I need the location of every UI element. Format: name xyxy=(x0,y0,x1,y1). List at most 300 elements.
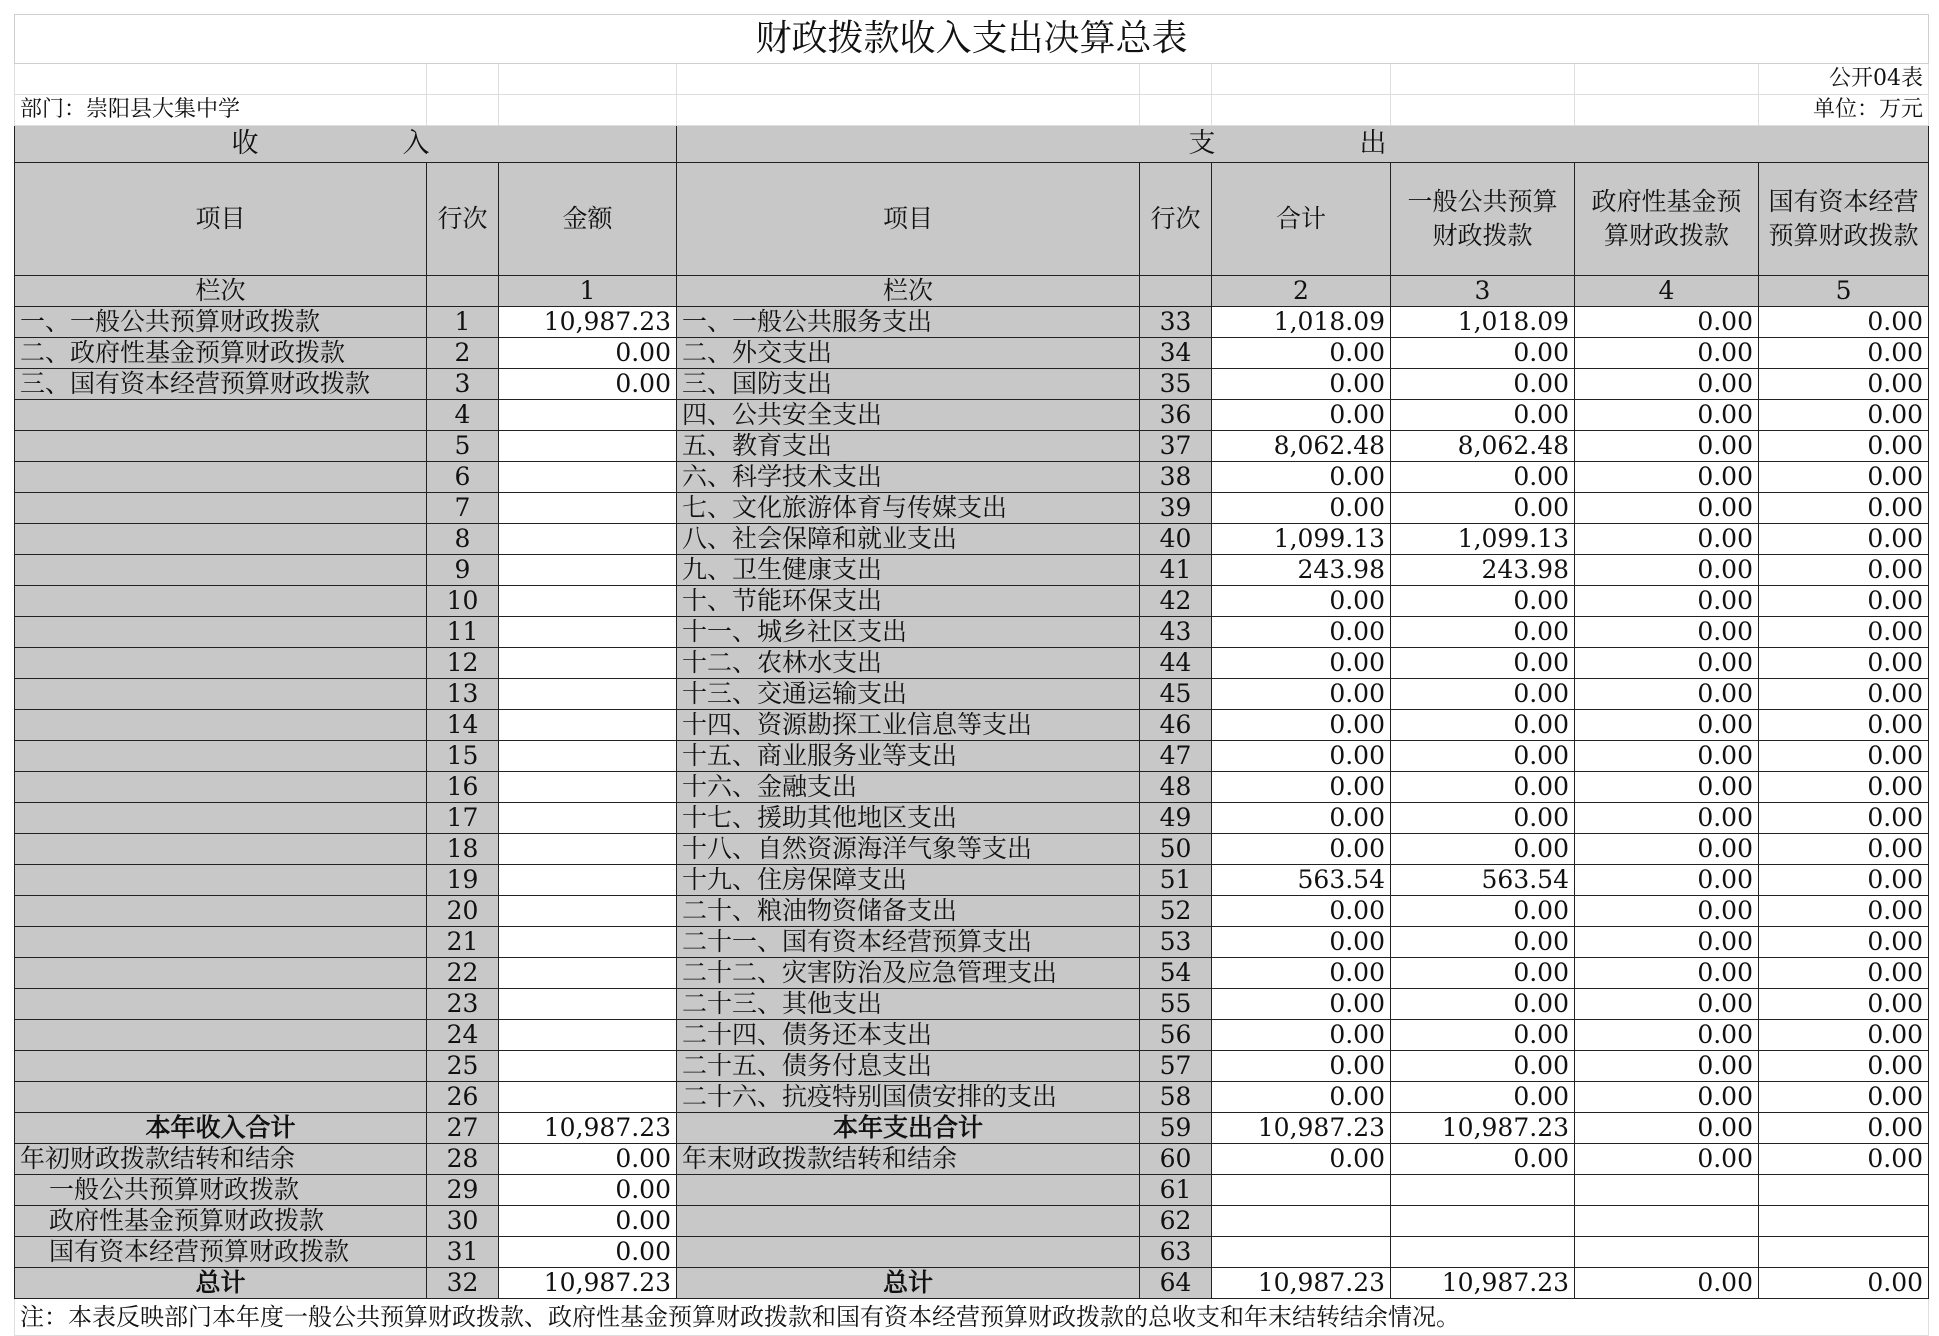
line-number: 34 xyxy=(1140,338,1212,369)
expense-item: 二十三、其他支出 xyxy=(677,989,1140,1020)
department-label: 部门：崇阳县大集中学 xyxy=(15,95,427,126)
column-index: 3 xyxy=(1391,276,1575,307)
col-state-capital: 国有资本经营预算财政拨款 xyxy=(1759,163,1929,276)
expense-item: 五、教育支出 xyxy=(677,431,1140,462)
col-gov-fund: 政府性基金预算财政拨款 xyxy=(1575,163,1759,276)
line-number: 46 xyxy=(1140,710,1212,741)
expense-total: 0.00 xyxy=(1212,369,1391,400)
begin-sub-capital-label: 国有资本经营预算财政拨款 xyxy=(15,1237,427,1268)
expense-item: 九、卫生健康支出 xyxy=(677,555,1140,586)
income-amount xyxy=(499,493,677,524)
expense-gov-fund: 0.00 xyxy=(1575,307,1759,338)
line-number: 62 xyxy=(1140,1206,1212,1237)
column-index-label: 栏次 xyxy=(15,276,427,307)
col-total: 合计 xyxy=(1212,163,1391,276)
expense-general-budget: 0.00 xyxy=(1391,617,1575,648)
income-item xyxy=(15,772,427,803)
expense-general-budget: 0.00 xyxy=(1391,679,1575,710)
income-amount xyxy=(499,1020,677,1051)
expense-state-capital: 0.00 xyxy=(1759,400,1929,431)
line-number: 8 xyxy=(427,524,499,555)
col-expense-item: 项目 xyxy=(677,163,1140,276)
line-number: 42 xyxy=(1140,586,1212,617)
year-expense-total: 10,987.23 xyxy=(1212,1113,1391,1144)
expense-state-capital: 0.00 xyxy=(1759,741,1929,772)
expense-gov-fund: 0.00 xyxy=(1575,462,1759,493)
expense-general-budget: 0.00 xyxy=(1391,958,1575,989)
expense-state-capital: 0.00 xyxy=(1759,1082,1929,1113)
line-number: 16 xyxy=(427,772,499,803)
expense-item: 六、科学技术支出 xyxy=(677,462,1140,493)
page-title: 财政拨款收入支出决算总表 xyxy=(15,15,1929,64)
line-number: 53 xyxy=(1140,927,1212,958)
expense-total: 1,018.09 xyxy=(1212,307,1391,338)
expense-total: 0.00 xyxy=(1212,958,1391,989)
income-amount xyxy=(499,710,677,741)
table-row xyxy=(15,834,1929,865)
line-number: 36 xyxy=(1140,400,1212,431)
line-number: 32 xyxy=(427,1268,499,1299)
expense-general-budget: 0.00 xyxy=(1391,896,1575,927)
year-income-amount: 10,987.23 xyxy=(499,1113,677,1144)
income-amount xyxy=(499,989,677,1020)
end-balance-total: 0.00 xyxy=(1212,1144,1391,1175)
line-number: 44 xyxy=(1140,648,1212,679)
expense-item: 十五、商业服务业等支出 xyxy=(677,741,1140,772)
expense-general-budget: 1,018.09 xyxy=(1391,307,1575,338)
begin-sub-govfund-amount: 0.00 xyxy=(499,1206,677,1237)
line-number: 49 xyxy=(1140,803,1212,834)
expense-general-budget: 0.00 xyxy=(1391,400,1575,431)
expense-general-budget: 0.00 xyxy=(1391,772,1575,803)
line-number: 54 xyxy=(1140,958,1212,989)
income-item: 二、政府性基金预算财政拨款 xyxy=(15,338,427,369)
expense-total: 0.00 xyxy=(1212,493,1391,524)
income-amount xyxy=(499,555,677,586)
table-row xyxy=(15,927,1929,958)
summary-table xyxy=(14,14,1929,1336)
expense-item: 十八、自然资源海洋气象等支出 xyxy=(677,834,1140,865)
expense-total: 0.00 xyxy=(1212,927,1391,958)
expense-gov-fund: 0.00 xyxy=(1575,338,1759,369)
expense-state-capital: 0.00 xyxy=(1759,524,1929,555)
table-row xyxy=(15,865,1929,896)
col-income-amount: 金额 xyxy=(499,163,677,276)
table-row xyxy=(15,307,1929,338)
line-number: 9 xyxy=(427,555,499,586)
line-number: 28 xyxy=(427,1144,499,1175)
line-number: 63 xyxy=(1140,1237,1212,1268)
expense-gov-fund: 0.00 xyxy=(1575,648,1759,679)
expense-item: 十九、住房保障支出 xyxy=(677,865,1140,896)
expense-gov-fund: 0.00 xyxy=(1575,400,1759,431)
income-item xyxy=(15,1051,427,1082)
expense-total: 0.00 xyxy=(1212,1051,1391,1082)
expense-general-budget: 1,099.13 xyxy=(1391,524,1575,555)
expense-state-capital: 0.00 xyxy=(1759,431,1929,462)
line-number: 6 xyxy=(427,462,499,493)
begin-balance-label: 年初财政拨款结转和结余 xyxy=(15,1144,427,1175)
income-amount: 0.00 xyxy=(499,338,677,369)
income-item xyxy=(15,524,427,555)
expense-state-capital: 0.00 xyxy=(1759,586,1929,617)
income-amount xyxy=(499,741,677,772)
income-item xyxy=(15,865,427,896)
begin-sub-govfund-label: 政府性基金预算财政拨款 xyxy=(15,1206,427,1237)
income-item xyxy=(15,741,427,772)
expense-state-capital: 0.00 xyxy=(1759,369,1929,400)
line-number: 33 xyxy=(1140,307,1212,338)
footnote: 注：本表反映部门本年度一般公共预算财政拨款、政府性基金预算财政拨款和国有资本经营预算财政拨款的总收支和年末结转结余情况。 xyxy=(15,1299,1929,1336)
income-amount xyxy=(499,679,677,710)
expense-total: 0.00 xyxy=(1212,400,1391,431)
expense-general-budget: 0.00 xyxy=(1391,1020,1575,1051)
expense-state-capital: 0.00 xyxy=(1759,493,1929,524)
line-number: 38 xyxy=(1140,462,1212,493)
expense-item: 二十二、灾害防治及应急管理支出 xyxy=(677,958,1140,989)
fiscal-appropriation-summary-sheet xyxy=(14,14,1928,1336)
detail-rows xyxy=(15,307,1929,1113)
line-number: 57 xyxy=(1140,1051,1212,1082)
table-row xyxy=(15,679,1929,710)
income-item xyxy=(15,834,427,865)
expense-state-capital: 0.00 xyxy=(1759,648,1929,679)
year-income-label: 本年收入合计 xyxy=(15,1113,427,1144)
expense-item: 十二、农林水支出 xyxy=(677,648,1140,679)
table-row xyxy=(15,648,1929,679)
table-row xyxy=(15,710,1929,741)
line-number: 50 xyxy=(1140,834,1212,865)
table-row xyxy=(15,1051,1929,1082)
expense-general-budget: 0.00 xyxy=(1391,989,1575,1020)
expense-gov-fund: 0.00 xyxy=(1575,555,1759,586)
line-number: 21 xyxy=(427,927,499,958)
expense-state-capital: 0.00 xyxy=(1759,679,1929,710)
income-section-header: 收 入 xyxy=(15,126,677,163)
table-row xyxy=(15,1020,1929,1051)
line-number: 18 xyxy=(427,834,499,865)
grand-total-expense-total: 10,987.23 xyxy=(1212,1268,1391,1299)
table-row xyxy=(15,462,1929,493)
income-item xyxy=(15,493,427,524)
expense-gov-fund: 0.00 xyxy=(1575,1020,1759,1051)
income-amount xyxy=(499,524,677,555)
col-income-line: 行次 xyxy=(427,163,499,276)
line-number: 37 xyxy=(1140,431,1212,462)
line-number: 20 xyxy=(427,896,499,927)
expense-gov-fund: 0.00 xyxy=(1575,586,1759,617)
column-index: 1 xyxy=(499,276,677,307)
expense-general-budget: 0.00 xyxy=(1391,834,1575,865)
grand-total-income-amount: 10,987.23 xyxy=(499,1268,677,1299)
table-row xyxy=(15,431,1929,462)
line-number: 19 xyxy=(427,865,499,896)
income-item xyxy=(15,1082,427,1113)
income-amount: 10,987.23 xyxy=(499,307,677,338)
income-amount xyxy=(499,648,677,679)
expense-gov-fund: 0.00 xyxy=(1575,1051,1759,1082)
table-row xyxy=(15,741,1929,772)
income-item xyxy=(15,958,427,989)
begin-sub-capital-amount: 0.00 xyxy=(499,1237,677,1268)
table-row xyxy=(15,400,1929,431)
income-item xyxy=(15,989,427,1020)
expense-general-budget: 0.00 xyxy=(1391,462,1575,493)
table-row xyxy=(15,772,1929,803)
grand-total-expense-capital: 0.00 xyxy=(1759,1268,1929,1299)
end-balance-capital: 0.00 xyxy=(1759,1144,1929,1175)
line-number: 13 xyxy=(427,679,499,710)
expense-total: 0.00 xyxy=(1212,679,1391,710)
line-number: 39 xyxy=(1140,493,1212,524)
table-row xyxy=(15,617,1929,648)
expense-state-capital: 0.00 xyxy=(1759,803,1929,834)
expense-general-budget: 8,062.48 xyxy=(1391,431,1575,462)
expense-gov-fund: 0.00 xyxy=(1575,958,1759,989)
expense-total: 0.00 xyxy=(1212,772,1391,803)
expense-total: 243.98 xyxy=(1212,555,1391,586)
income-amount xyxy=(499,462,677,493)
income-amount xyxy=(499,586,677,617)
expense-section-header: 支 出 xyxy=(677,126,1929,163)
line-number: 55 xyxy=(1140,989,1212,1020)
col-expense-line: 行次 xyxy=(1140,163,1212,276)
line-number: 56 xyxy=(1140,1020,1212,1051)
expense-state-capital: 0.00 xyxy=(1759,958,1929,989)
income-amount xyxy=(499,958,677,989)
line-number: 47 xyxy=(1140,741,1212,772)
table-row xyxy=(15,555,1929,586)
income-item xyxy=(15,586,427,617)
line-number: 61 xyxy=(1140,1175,1212,1206)
expense-gov-fund: 0.00 xyxy=(1575,989,1759,1020)
table-row xyxy=(15,338,1929,369)
expense-general-budget: 0.00 xyxy=(1391,803,1575,834)
expense-gov-fund: 0.00 xyxy=(1575,865,1759,896)
table-row xyxy=(15,803,1929,834)
expense-gov-fund: 0.00 xyxy=(1575,1082,1759,1113)
income-item xyxy=(15,896,427,927)
expense-total: 563.54 xyxy=(1212,865,1391,896)
line-number: 2 xyxy=(427,338,499,369)
expense-item: 二十四、债务还本支出 xyxy=(677,1020,1140,1051)
year-expense-capital: 0.00 xyxy=(1759,1113,1929,1144)
year-expense-label: 本年支出合计 xyxy=(677,1113,1140,1144)
expense-general-budget: 243.98 xyxy=(1391,555,1575,586)
line-number: 22 xyxy=(427,958,499,989)
income-item xyxy=(15,617,427,648)
expense-state-capital: 0.00 xyxy=(1759,989,1929,1020)
expense-state-capital: 0.00 xyxy=(1759,617,1929,648)
expense-general-budget: 563.54 xyxy=(1391,865,1575,896)
expense-total: 0.00 xyxy=(1212,834,1391,865)
income-amount xyxy=(499,896,677,927)
expense-item: 八、社会保障和就业支出 xyxy=(677,524,1140,555)
expense-item: 十、节能环保支出 xyxy=(677,586,1140,617)
expense-general-budget: 0.00 xyxy=(1391,741,1575,772)
expense-general-budget: 0.00 xyxy=(1391,586,1575,617)
expense-state-capital: 0.00 xyxy=(1759,555,1929,586)
expense-gov-fund: 0.00 xyxy=(1575,431,1759,462)
income-item xyxy=(15,927,427,958)
expense-state-capital: 0.00 xyxy=(1759,927,1929,958)
expense-total: 0.00 xyxy=(1212,617,1391,648)
unit-label: 单位：万元 xyxy=(1759,95,1929,126)
expense-general-budget: 0.00 xyxy=(1391,338,1575,369)
year-expense-govfund: 0.00 xyxy=(1575,1113,1759,1144)
expense-state-capital: 0.00 xyxy=(1759,710,1929,741)
expense-gov-fund: 0.00 xyxy=(1575,617,1759,648)
line-number: 14 xyxy=(427,710,499,741)
expense-general-budget: 0.00 xyxy=(1391,927,1575,958)
expense-total: 0.00 xyxy=(1212,710,1391,741)
table-row xyxy=(15,369,1929,400)
expense-total: 1,099.13 xyxy=(1212,524,1391,555)
income-item xyxy=(15,1020,427,1051)
line-number: 12 xyxy=(427,648,499,679)
line-number: 1 xyxy=(427,307,499,338)
income-item xyxy=(15,431,427,462)
line-number: 51 xyxy=(1140,865,1212,896)
expense-item: 二、外交支出 xyxy=(677,338,1140,369)
income-item xyxy=(15,462,427,493)
expense-total: 0.00 xyxy=(1212,462,1391,493)
table-row xyxy=(15,896,1929,927)
end-balance-general: 0.00 xyxy=(1391,1144,1575,1175)
line-number: 48 xyxy=(1140,772,1212,803)
year-expense-general: 10,987.23 xyxy=(1391,1113,1575,1144)
line-number: 58 xyxy=(1140,1082,1212,1113)
expense-general-budget: 0.00 xyxy=(1391,493,1575,524)
expense-total: 0.00 xyxy=(1212,989,1391,1020)
grand-total-expense-govfund: 0.00 xyxy=(1575,1268,1759,1299)
income-item xyxy=(15,648,427,679)
expense-item: 十六、金融支出 xyxy=(677,772,1140,803)
begin-balance-amount: 0.00 xyxy=(499,1144,677,1175)
expense-gov-fund: 0.00 xyxy=(1575,493,1759,524)
line-number: 43 xyxy=(1140,617,1212,648)
column-index: 5 xyxy=(1759,276,1929,307)
table-row xyxy=(15,586,1929,617)
expense-gov-fund: 0.00 xyxy=(1575,834,1759,865)
expense-general-budget: 0.00 xyxy=(1391,1082,1575,1113)
end-balance-govfund: 0.00 xyxy=(1575,1144,1759,1175)
expense-item: 十三、交通运输支出 xyxy=(677,679,1140,710)
expense-state-capital: 0.00 xyxy=(1759,1051,1929,1082)
expense-general-budget: 0.00 xyxy=(1391,369,1575,400)
income-amount: 0.00 xyxy=(499,369,677,400)
income-amount xyxy=(499,431,677,462)
income-item xyxy=(15,710,427,741)
expense-item: 十七、援助其他地区支出 xyxy=(677,803,1140,834)
expense-item: 十四、资源勘探工业信息等支出 xyxy=(677,710,1140,741)
expense-gov-fund: 0.00 xyxy=(1575,927,1759,958)
expense-total: 0.00 xyxy=(1212,338,1391,369)
income-amount xyxy=(499,1082,677,1113)
expense-total: 0.00 xyxy=(1212,1020,1391,1051)
expense-gov-fund: 0.00 xyxy=(1575,896,1759,927)
income-amount xyxy=(499,927,677,958)
line-number: 64 xyxy=(1140,1268,1212,1299)
line-number: 26 xyxy=(427,1082,499,1113)
table-row xyxy=(15,989,1929,1020)
expense-total: 0.00 xyxy=(1212,1082,1391,1113)
line-number: 35 xyxy=(1140,369,1212,400)
income-amount xyxy=(499,400,677,431)
line-number: 17 xyxy=(427,803,499,834)
expense-total: 0.00 xyxy=(1212,586,1391,617)
income-item: 一、一般公共预算财政拨款 xyxy=(15,307,427,338)
expense-gov-fund: 0.00 xyxy=(1575,524,1759,555)
expense-total: 0.00 xyxy=(1212,648,1391,679)
expense-state-capital: 0.00 xyxy=(1759,865,1929,896)
expense-state-capital: 0.00 xyxy=(1759,896,1929,927)
income-item xyxy=(15,555,427,586)
col-income-item: 项目 xyxy=(15,163,427,276)
line-number: 24 xyxy=(427,1020,499,1051)
expense-state-capital: 0.00 xyxy=(1759,338,1929,369)
expense-state-capital: 0.00 xyxy=(1759,462,1929,493)
table-row xyxy=(15,524,1929,555)
end-balance-label: 年末财政拨款结转和结余 xyxy=(677,1144,1140,1175)
expense-item: 二十五、债务付息支出 xyxy=(677,1051,1140,1082)
expense-gov-fund: 0.00 xyxy=(1575,772,1759,803)
line-number: 40 xyxy=(1140,524,1212,555)
income-item xyxy=(15,400,427,431)
expense-state-capital: 0.00 xyxy=(1759,1020,1929,1051)
table-row xyxy=(15,958,1929,989)
line-number: 10 xyxy=(427,586,499,617)
line-number: 59 xyxy=(1140,1113,1212,1144)
income-amount xyxy=(499,865,677,896)
line-number: 60 xyxy=(1140,1144,1212,1175)
form-number: 公开04表 xyxy=(1759,64,1929,95)
line-number: 11 xyxy=(427,617,499,648)
income-item: 三、国有资本经营预算财政拨款 xyxy=(15,369,427,400)
expense-general-budget: 0.00 xyxy=(1391,648,1575,679)
income-amount xyxy=(499,1051,677,1082)
line-number: 25 xyxy=(427,1051,499,1082)
income-amount xyxy=(499,772,677,803)
expense-item: 二十、粮油物资储备支出 xyxy=(677,896,1140,927)
expense-total: 8,062.48 xyxy=(1212,431,1391,462)
expense-item: 三、国防支出 xyxy=(677,369,1140,400)
expense-total: 0.00 xyxy=(1212,803,1391,834)
expense-item: 二十六、抗疫特别国债安排的支出 xyxy=(677,1082,1140,1113)
expense-total: 0.00 xyxy=(1212,741,1391,772)
income-amount xyxy=(499,617,677,648)
column-index-label: 栏次 xyxy=(677,276,1140,307)
expense-item: 七、文化旅游体育与传媒支出 xyxy=(677,493,1140,524)
column-index: 2 xyxy=(1212,276,1391,307)
line-number: 4 xyxy=(427,400,499,431)
income-amount xyxy=(499,803,677,834)
line-number: 45 xyxy=(1140,679,1212,710)
expense-gov-fund: 0.00 xyxy=(1575,803,1759,834)
expense-gov-fund: 0.00 xyxy=(1575,741,1759,772)
line-number: 23 xyxy=(427,989,499,1020)
line-number: 30 xyxy=(427,1206,499,1237)
grand-total-expense-general: 10,987.23 xyxy=(1391,1268,1575,1299)
expense-gov-fund: 0.00 xyxy=(1575,679,1759,710)
begin-sub-general-amount: 0.00 xyxy=(499,1175,677,1206)
line-number: 29 xyxy=(427,1175,499,1206)
line-number: 41 xyxy=(1140,555,1212,586)
expense-general-budget: 0.00 xyxy=(1391,710,1575,741)
expense-item: 二十一、国有资本经营预算支出 xyxy=(677,927,1140,958)
grand-total-expense-label: 总计 xyxy=(677,1268,1140,1299)
col-general-budget: 一般公共预算财政拨款 xyxy=(1391,163,1575,276)
